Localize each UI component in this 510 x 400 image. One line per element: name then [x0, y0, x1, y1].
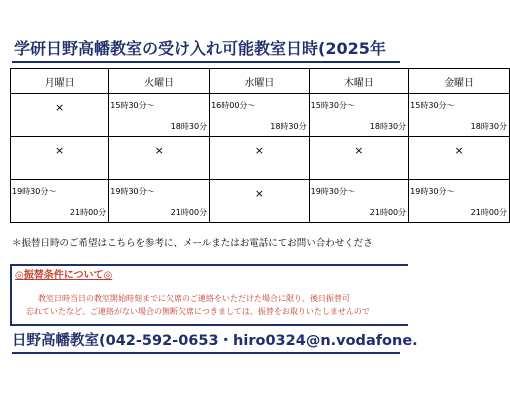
slot-cell — [409, 137, 510, 180]
unavailable-mark: × — [55, 101, 65, 114]
slot-end: 21時00分 — [470, 208, 507, 217]
conditions-heading: ◎振替条件について◎ — [15, 270, 113, 281]
slot-end: 18時30分 — [170, 122, 208, 131]
header-wednesday: 水曜日 — [210, 69, 310, 94]
unavailable-mark: × — [254, 187, 264, 200]
slot-cell — [309, 94, 409, 137]
slot-cell — [409, 94, 510, 137]
reschedule-note: ＊振替日時のご希望はこちらを参考に、メールまたはお電話にてお問い合わせくださ — [12, 238, 373, 249]
slot-cell — [109, 137, 210, 180]
slot-start: 19時30分～ — [110, 187, 155, 196]
unavailable-mark: × — [154, 144, 164, 157]
slot-cell — [409, 180, 510, 223]
table-row — [11, 137, 510, 180]
slot-cell — [11, 137, 109, 180]
slot-start: 19時30分～ — [310, 187, 355, 196]
slot-cell — [210, 137, 310, 180]
slot-cell — [109, 180, 210, 223]
page-title: 学研日野高幡教室の受け入れ可能教室日時(2025年 — [14, 39, 386, 58]
slot-end: 21時00分 — [69, 208, 107, 217]
header-friday: 金曜日 — [409, 69, 510, 94]
slot-start: 19時30分～ — [12, 187, 57, 196]
slot-start: 16時00分～ — [211, 101, 256, 110]
unavailable-mark: × — [354, 144, 364, 157]
slot-cell — [109, 94, 210, 137]
contact-info: 日野高幡教室(042-592-0653・hiro0324@n.vodafone. — [12, 333, 418, 349]
condition-line: 教室日時当日の教室開始時刻までに欠席のご連絡をいただけた場合に限り、後日振替可 — [38, 294, 350, 303]
slot-cell — [309, 137, 409, 180]
slot-end: 21時00分 — [170, 208, 208, 217]
header-thursday: 木曜日 — [309, 69, 409, 94]
table-row — [11, 94, 510, 137]
header-tuesday: 火曜日 — [109, 69, 210, 94]
weekday-header-row — [11, 69, 510, 94]
slot-cell — [210, 94, 310, 137]
header-monday: 月曜日 — [11, 69, 109, 94]
slot-end: 18時30分 — [270, 122, 307, 131]
title-underline — [12, 61, 400, 63]
slot-cell — [309, 180, 409, 223]
table-row — [11, 180, 510, 223]
slot-end: 18時30分 — [470, 122, 507, 131]
unavailable-mark: × — [454, 144, 464, 157]
slot-cell — [210, 180, 310, 223]
slot-cell — [11, 180, 109, 223]
slot-end: 18時30分 — [369, 122, 407, 131]
slot-end: 21時00分 — [369, 208, 407, 217]
unavailable-mark: × — [254, 144, 264, 157]
conditions-box — [10, 264, 408, 326]
contact-underline — [12, 352, 400, 354]
slot-start: 15時30分～ — [410, 101, 455, 110]
slot-start: 15時30分～ — [310, 101, 355, 110]
condition-line: 忘れていたなど、ご連絡がない場合の無断欠席につきましては、振替をお取りいたしませんので — [26, 307, 370, 316]
unavailable-mark: × — [55, 144, 65, 157]
slot-start: 15時30分～ — [110, 101, 155, 110]
schedule-table — [10, 68, 507, 222]
slot-cell — [11, 94, 109, 137]
slot-start: 19時30分～ — [410, 187, 455, 196]
